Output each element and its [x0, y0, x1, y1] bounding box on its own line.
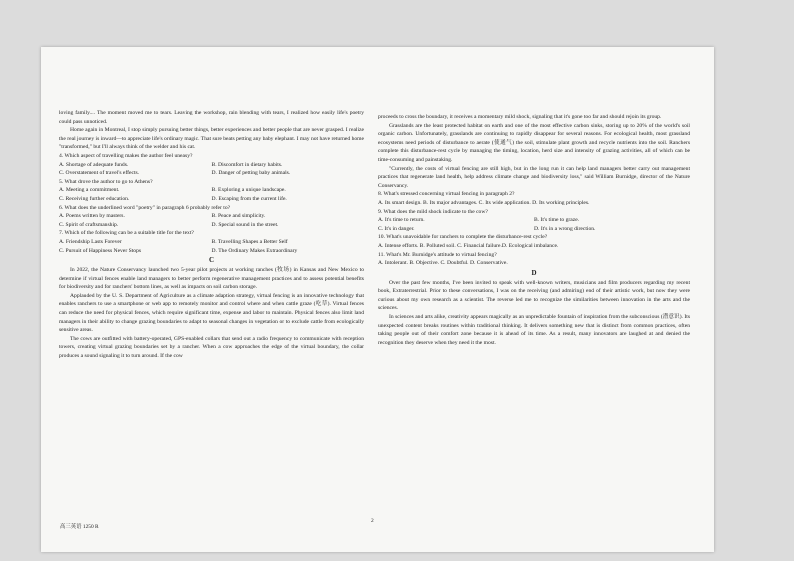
paragraph: loving family.... The moment moved me to tears. Leaving the workshop, rain blending with tears, I realized how easily life's poetry could pass unnoticed.	[59, 110, 364, 125]
question-line: A. Intense efforts. B. Polluted soil. C. Financial failure.D. Ecological imbalance.	[378, 242, 559, 249]
option-text: D. Escaping from the current life.	[211, 195, 287, 202]
page-number: 2	[371, 518, 374, 524]
paragraph: The cows are outfitted with battery-operated, GPS-enabled collars that send out a radio frequency to communicate with reception towers, creating virtual grazing boundaries set by a rancher. When a cow approaches the edge of the virtual boundary, the collar produces a sound signaling it to turn around. If the cow	[59, 335, 364, 360]
option-row	[59, 221, 364, 230]
option-row	[59, 186, 364, 195]
paragraph: "Currently, the costs of virtual fencing are still high, but in the long run it can help land managers better carry out management practices that regenerate land health, help address climate change and biodiversity loss," said William Burnidge, director of the Nature Conservancy.	[378, 165, 690, 189]
option-text: C. Overstatement of travel's effects.	[59, 170, 140, 177]
option-text: A. Meeting a commitment.	[59, 187, 120, 194]
paragraph: In sciences and arts alike, creativity appears magically as an unpredictable fountain of inspiration from the subconscious (潜意识). Its unexpected content breaks routines within traditional thinking. It delivers something new that is distinct from common practices, often taking people out of their comfort zone because it is ahead of its time. As a result, many innovators are laughed at and denied the recognition they deserve when they need it the most.	[378, 314, 690, 346]
option-text: C. Receiving further education.	[59, 195, 130, 202]
option-text: B. Peace and simplicity.	[211, 213, 266, 220]
footer-course-code: 高三英语 1250 R	[60, 524, 99, 530]
question-line: A. Intolerant. B. Objective. C. Doubtful. D. Conservative.	[378, 260, 508, 267]
option-row	[59, 212, 364, 221]
option-row	[59, 195, 364, 204]
option-text: C. Spirit of craftsmanship.	[59, 221, 119, 228]
option-row	[59, 169, 364, 178]
right-column	[378, 113, 690, 347]
option-text: A. It's time to return.	[378, 217, 425, 224]
section-heading: D	[531, 268, 537, 277]
question-line: 9. What does the mild shock indicate to the cow?	[378, 208, 488, 215]
option-text: C. Pursuit of Happiness Never Stops	[59, 247, 142, 254]
question-line: 8. What's stressed concerning virtual fencing in paragraph 2?	[378, 191, 515, 198]
question-line: 7. Which of the following can be a suitable title for the text?	[59, 230, 194, 237]
option-text: B. Travelling Shapes a Better Self	[211, 238, 288, 245]
section-heading: C	[208, 256, 215, 265]
option-text: A. Poems written by masters.	[59, 213, 125, 220]
question-line: 6. What does the underlined word "poetry" in paragraph 6 probably refer to?	[59, 204, 231, 211]
question-line: 5. What drove the author to go to Athens?	[59, 178, 153, 185]
left-column	[59, 109, 364, 361]
option-text: A. Shortage of adequate funds.	[59, 161, 129, 168]
option-row	[59, 247, 364, 256]
exam-page	[41, 47, 714, 552]
option-text: B. Exploring a unique landscape.	[211, 187, 286, 194]
option-text: D. Danger of petting baby animals.	[211, 170, 291, 177]
option-text: D. The Ordinary Makes Extraordinary	[211, 247, 298, 254]
paragraph: Home again in Montreal, I stop simply pursuing better things, better experiences and better people that are never grasped. I realize the real journey is inward—to appreciate life's ordinary magic. That sure beats petting any baby elephant. I may not have returned home "transformed," but I'll always think of the welder and his cat.	[59, 127, 364, 151]
option-text: D. It's in a wrong direction.	[534, 225, 596, 232]
question-line: 4. Which aspect of travelling makes the author feel uneasy?	[59, 152, 193, 159]
paragraph: Applauded by the U. S. Department of Agriculture as a climate adaption strategy, virtual fencing is an innovative technology that enables ranchers to use a smartphone or web app to remotely monitor and control where and when cattle graze (吃草). Virtual fences can reduce the need for physical fences, which require significant time, expense and labor to maintain. Physical fences also limit land managers in their ability to change grazing boundaries to adapt to seasonal changes in vegetation or to exclude cattle from ecologically sensitive areas.	[59, 292, 364, 334]
paragraph: In 2022, the Nature Conservancy launched two 5-year pilot projects at working ranches (牧场) in Kansas and New Mexico to determine if virtual fences enable land managers to better perform regenerative management practices and to assess potential benefits for biodiversity and for ranchers' bottom lines, as well as impacts on soil carbon storage.	[59, 267, 364, 291]
option-row	[59, 161, 364, 170]
option-text: B. It's time to graze.	[534, 217, 580, 224]
option-text: C. It's in danger.	[378, 225, 415, 232]
option-row	[59, 238, 364, 247]
option-text: B. Discomfort in dietary habits.	[211, 161, 283, 168]
paragraph: proceeds to cross the boundary, it receives a momentary mild shock, signaling that it's gone too far and should rejoin its group.	[378, 114, 662, 120]
paragraph: Grasslands are the least protected habitat on earth and one of the most effective carbon sinks, storing up to 20% of the world's soil organic carbon. Unfortunately, grasslands are continuing to rapidly disappear for several reasons. For ecological health, most grassland ecosystems need periods of disturbance to aerate (使通气) the soil, stimulate plant growth and recycle nutrients into the soil. Ranchers complete this disturbance-rest cycle by managing the timing, location, herd size and intensity of grazing activities, all of which can be time-consuming and painstaking.	[378, 122, 690, 163]
paragraph: Over the past few months, I've been invited to speak with well-known writers, musicians and film producers regarding my recent book, Extraterrestrial. Prior to these conversations, I was on the receiving (and admiring) end of their artistic work, but now they were curious about my own research as a scientist. The reverse led me to recognize the similarities between innovation in the arts and the sciences.	[378, 279, 690, 312]
option-row	[378, 216, 690, 225]
question-line: A. Its smart design. B. Its major advantages. C. Its wide application. D. Its working principles.	[378, 199, 590, 206]
option-text: D. Special sound in the street.	[211, 221, 279, 228]
question-line: 11. What's Mr. Burnidge's attitude to virtual fencing?	[378, 251, 497, 258]
question-line: 10. What's unavoidable for ranchers to complete the disturbance-rest cycle?	[378, 234, 548, 241]
option-text: A. Friendship Lasts Forever	[59, 238, 122, 245]
option-row	[378, 225, 690, 234]
